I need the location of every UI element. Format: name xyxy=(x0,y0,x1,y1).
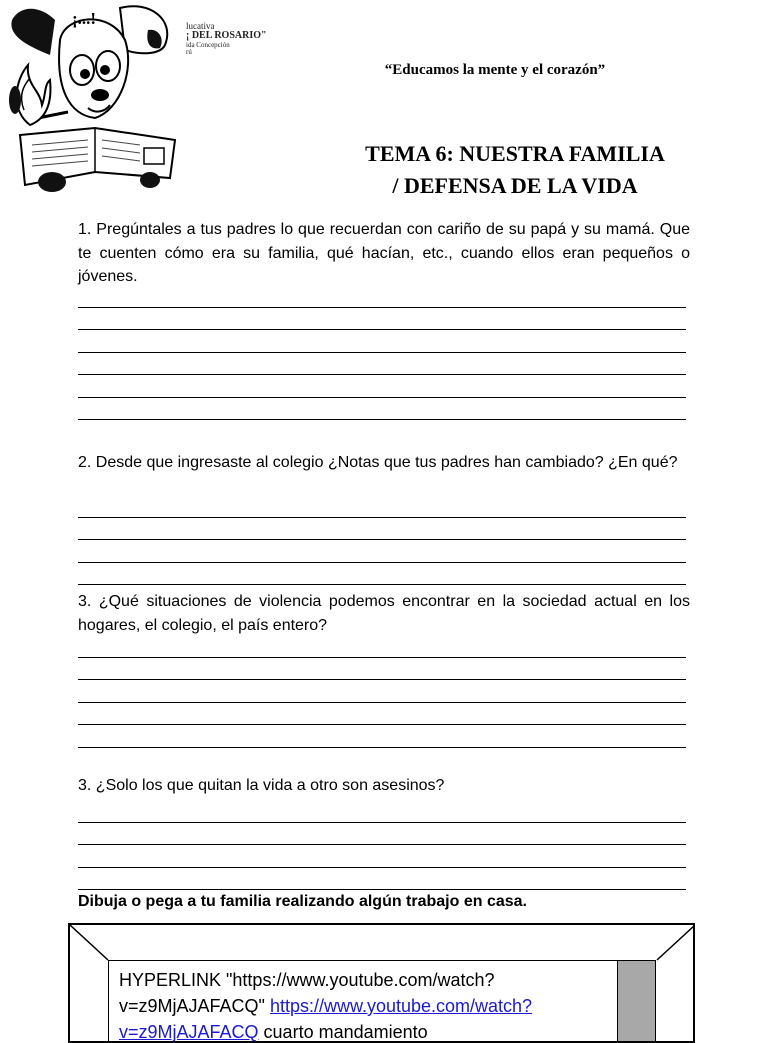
school-line-4: rú xyxy=(186,48,192,57)
question-4: 3. ¿Solo los que quitan la vida a otro son asesinos? xyxy=(78,777,445,794)
answer-line[interactable] xyxy=(78,823,686,846)
answer-lines-2[interactable] xyxy=(78,495,686,585)
answer-lines-1[interactable] xyxy=(78,285,686,420)
school-line-3: ida Concepción xyxy=(186,40,230,49)
title-line-1: TEMA 6: NUESTRA FAMILIA xyxy=(365,141,665,166)
question-2: 2. Desde que ingresaste al colegio ¿Notas que tus padres han cambiado? ¿En qué? xyxy=(78,454,678,471)
answer-lines-4[interactable] xyxy=(78,800,686,890)
frame-side-panel xyxy=(617,961,655,1043)
motto: “Educamos la mente y el corazón” xyxy=(384,62,606,78)
answer-line[interactable] xyxy=(78,658,686,681)
answer-line[interactable] xyxy=(78,635,686,658)
exclamation-text: ¡...! xyxy=(72,9,97,28)
school-line-2: ¡ DEL ROSARIO" xyxy=(186,30,267,42)
answer-line[interactable] xyxy=(78,353,686,376)
youtube-link[interactable]: https://www.youtube.com/watch?v=z9MjAJAFACQ xyxy=(119,996,533,1042)
answer-lines-3[interactable] xyxy=(78,635,686,748)
dog-reading-newspaper-illustration xyxy=(0,0,185,200)
school-line-1: lucativa xyxy=(186,21,215,31)
answer-line[interactable] xyxy=(78,800,686,823)
answer-line[interactable] xyxy=(78,375,686,398)
answer-line[interactable] xyxy=(78,725,686,748)
school-name xyxy=(186,22,286,57)
drawing-frame xyxy=(68,923,695,1043)
page-title xyxy=(330,138,700,202)
question-1: 1. Pregúntales a tus padres lo que recuerdan con cariño de su papá y su mamá. Que te cuenten cómo era su familia, qué hacían, etc., cuando ellos eran pequeños o jóvenes. xyxy=(78,221,690,285)
answer-line[interactable] xyxy=(78,703,686,726)
hyperlink-code: HYPERLINK "https://www.youtube.com/watch?v=z9MjAJAFACQ" xyxy=(119,970,495,1016)
hyperlink-caption: cuarto mandamiento xyxy=(258,1022,428,1042)
answer-line[interactable] xyxy=(78,563,686,586)
hyperlink-field xyxy=(119,967,589,1043)
drawing-instruction: Dibuja o pega a tu familia realizando algún trabajo en casa. xyxy=(78,893,527,910)
answer-line[interactable] xyxy=(78,845,686,868)
answer-line[interactable] xyxy=(78,540,686,563)
answer-line[interactable] xyxy=(78,518,686,541)
answer-line[interactable] xyxy=(78,330,686,353)
school-logo xyxy=(0,0,185,200)
answer-line[interactable] xyxy=(78,680,686,703)
answer-line[interactable] xyxy=(78,398,686,421)
title-line-2: / DEFENSA DE LA VIDA xyxy=(392,173,638,198)
answer-line[interactable] xyxy=(78,868,686,891)
answer-line[interactable] xyxy=(78,495,686,518)
question-3: 3. ¿Qué situaciones de violencia podemos encontrar en la sociedad actual en los hogares, el colegio, el país entero? xyxy=(78,593,690,634)
answer-line[interactable] xyxy=(78,308,686,331)
answer-line[interactable] xyxy=(78,285,686,308)
drawing-area[interactable] xyxy=(108,960,656,1043)
